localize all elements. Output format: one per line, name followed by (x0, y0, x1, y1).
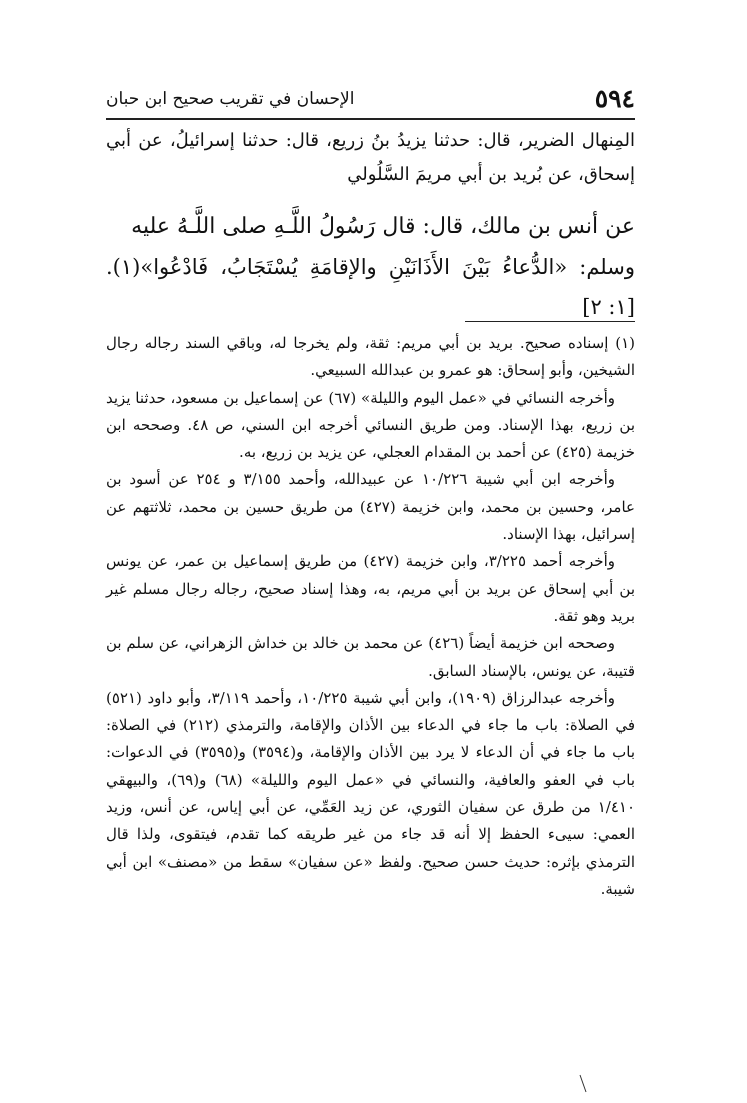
footnote-paragraph: وأخرجه ابن أبي شيبة ١٠/٢٢٦ عن عبيدالله، وأحمد ٣/١٥٥ و ٢٥٤ عن أسود بن عامر، وحسين بن محمد، وابن خزيمة (٤٢٧) من طريق حسين بن محمد، ثلاثتهم عن إسرائيل، بهذا الإسناد. (106, 470, 635, 544)
main-text (106, 124, 635, 327)
footnote-text: إسناده صحيح. بريد بن أبي مريم: ثقة، ولم يخرجا له، وباقي السند رجاله رجال الشيخين، وأبو إسحاق: هو عمرو بن عبدالله السبيعي. (106, 334, 635, 380)
footnote-paragraph: وأخرجه أحمد ٣/٢٢٥، وابن خزيمة (٤٢٧) من طريق إسماعيل بن عمر، عن يونس بن أبي إسحاق عن بريد بن أبي مريم، به، وهذا إسناد صحيح، رجاله رجال مسلم غير بريد وهو ثقة. (106, 552, 635, 625)
footnote-paragraph: وصححه ابن خزيمة أيضاً (٤٢٦) عن محمد بن خالد بن خداش الزهراني، عن سلم بن قتيبة، عن يونس، بالإسناد السابق. (106, 634, 635, 680)
footnote-marker: (١) (615, 334, 635, 352)
page-number: ٥٩٤ (594, 84, 635, 113)
footnotes (106, 330, 635, 903)
footnote-paragraph: وأخرجه النسائي في «عمل اليوم والليلة» (٦٧) عن إسماعيل بن مسعود، حدثنا يزيد بن زريع، بهذا الإسناد. ومن طريق النسائي أخرجه ابن السني، ص ٤٨. وصححه ابن خزيمة (٤٢٥) عن أحمد بن المقدام العجلي، عن يزيد بن زريع، به. (106, 388, 636, 462)
footnote-1-intro (106, 330, 635, 385)
main-paragraph-hadith (106, 206, 635, 327)
header-rule (106, 118, 635, 120)
hadith-line-2: وسلم: «الدُّعاءُ بَيْنَ الأَذَانَيْنِ والإقامَةِ يُسْتَجَابُ، فَادْعُوا»(١). [١: ٢] (106, 255, 635, 319)
footnote-separator (465, 321, 635, 322)
footnote-paragraph: وأخرجه عبدالرزاق (١٩٠٩)، وابن أبي شيبة ١٠/٢٢٥، وأحمد ٣/١١٩، وأبو داود (٥٢١) في الصلاة: باب ما جاء في الدعاء بين الأذان والإقامة، والترمذي (٢١٢) في الصلاة: باب ما جاء في أن الدعاء لا يرد بين الأذان والإقامة، و(٣٥٩٤) و(٣٥٩٥) في الدعوات: باب في العفو والعافية، والنسائي في «عمل اليوم والليلة» (٦٨) و(٦٩)، والبيهقي ١/٤١٠ من طرق عن سفيان الثوري، عن زيد العَمِّي، عن أبي إياس، عن أنس، وزيد العمي: سيىء الحفظ إلا أنه قد جاء من غير طريقه كما تقدم، فيتقوى، ولذا قال الترمذي بإثره: حديث حسن صحيح. ولفظ «عن سفيان» سقط من «مصنف» ابن أبي شيبة. (106, 688, 636, 898)
stray-pen-mark (578, 1074, 588, 1094)
main-paragraph-chain: المِنهال الضرير، قال: حدثنا يزيدُ بنُ زريع، قال: حدثنا إسرائيلُ، عن أبي إسحاق، عن بُريد بن أبي مريمَ السَّلُولي (106, 130, 635, 185)
hadith-line-1: عن أنس بن مالك، قال: قال رَسُولُ اللَّـهِ صلى اللَّـهُ عليه (131, 214, 635, 239)
running-title: الإحسان في تقريب صحيح ابن حبان (106, 89, 355, 109)
page-header (106, 80, 635, 114)
